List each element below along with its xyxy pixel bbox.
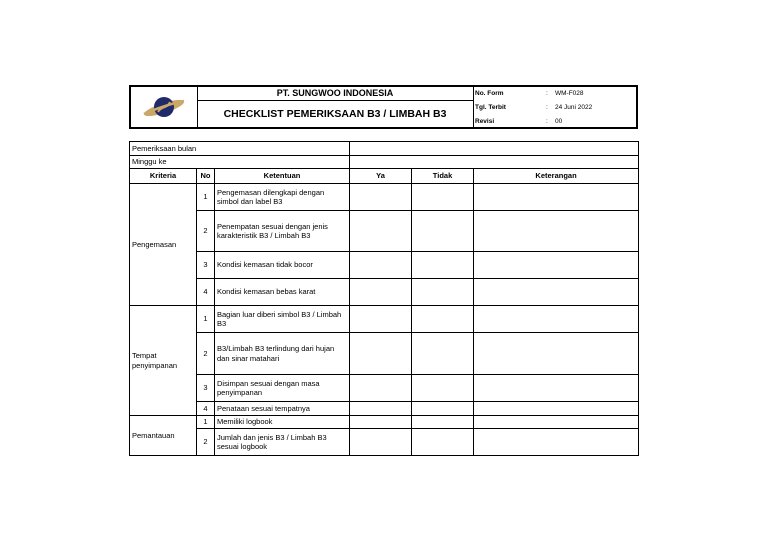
table-row [130,306,639,333]
table-row [130,402,639,416]
kriteria-cell: Pemantauan [130,416,197,456]
ya-cell[interactable] [350,429,412,456]
week-row [130,156,639,169]
item-ketentuan: Kondisi kemasan bebas karat [215,279,350,306]
keterangan-cell[interactable] [474,252,639,279]
item-no: 1 [197,416,215,429]
item-ketentuan: Penempatan sesuai dengan jenis karakteristik B3 / Limbah B3 [215,211,350,252]
document-title: CHECKLIST PEMERIKSAAN B3 / LIMBAH B3 [197,101,474,127]
col-header-kriteria: Kriteria [130,169,197,184]
item-no: 3 [197,252,215,279]
item-ketentuan: Kondisi kemasan tidak bocor [215,252,350,279]
keterangan-cell[interactable] [474,429,639,456]
ya-cell[interactable] [350,375,412,402]
keterangan-cell[interactable] [474,402,639,416]
month-field[interactable] [350,142,639,156]
keterangan-cell[interactable] [474,375,639,402]
tidak-cell[interactable] [412,416,474,429]
item-no: 1 [197,184,215,211]
month-label: Pemeriksaan bulan [130,142,350,156]
tidak-cell[interactable] [412,184,474,211]
month-row [130,142,639,156]
meta-form-number: No. Form : WM-F028 [475,90,584,97]
table-row [130,333,639,375]
tidak-cell[interactable] [412,279,474,306]
ya-cell[interactable] [350,416,412,429]
meta-issue-date: Tgl. Terbit : 24 Juni 2022 [475,104,593,111]
table-row [130,416,639,429]
table-row [130,375,639,402]
tidak-cell[interactable] [412,252,474,279]
table-row [130,429,639,456]
table-row [130,252,639,279]
tidak-cell[interactable] [412,375,474,402]
col-header-ketentuan: Ketentuan [215,169,350,184]
keterangan-cell[interactable] [474,279,639,306]
document-header [129,85,638,129]
item-no: 4 [197,402,215,416]
item-no: 2 [197,333,215,375]
ya-cell[interactable] [350,333,412,375]
keterangan-cell[interactable] [474,333,639,375]
week-field[interactable] [350,156,639,169]
item-no: 1 [197,306,215,333]
item-ketentuan: Bagian luar diberi simbol B3 / Limbah B3 [215,306,350,333]
ya-cell[interactable] [350,184,412,211]
checklist-table [129,141,639,456]
ya-cell[interactable] [350,306,412,333]
item-ketentuan: Penataan sesuai tempatnya [215,402,350,416]
column-header-row [130,169,639,184]
week-label: Minggu ke [130,156,350,169]
tidak-cell[interactable] [412,333,474,375]
item-ketentuan: Pengemasan dilengkapi dengan simbol dan label B3 [215,184,350,211]
keterangan-cell[interactable] [474,306,639,333]
tidak-cell[interactable] [412,306,474,333]
company-name: PT. SUNGWOO INDONESIA [197,87,474,101]
item-no: 4 [197,279,215,306]
company-logo [131,87,198,127]
ya-cell[interactable] [350,402,412,416]
keterangan-cell[interactable] [474,184,639,211]
keterangan-cell[interactable] [474,416,639,429]
keterangan-cell[interactable] [474,211,639,252]
item-no: 2 [197,429,215,456]
item-no: 3 [197,375,215,402]
planet-logo-icon [131,87,197,127]
ya-cell[interactable] [350,252,412,279]
table-row [130,211,639,252]
meta-revision: Revisi : 00 [475,118,563,125]
table-row [130,279,639,306]
form-meta [474,87,636,127]
ya-cell[interactable] [350,211,412,252]
tidak-cell[interactable] [412,429,474,456]
item-ketentuan: B3/Limbah B3 terlindung dari hujan dan sinar matahari [215,333,350,375]
tidak-cell[interactable] [412,211,474,252]
tidak-cell[interactable] [412,402,474,416]
kriteria-cell: Tempat penyimpanan [130,306,197,416]
item-ketentuan: Memiliki logbook [215,416,350,429]
item-ketentuan: Disimpan sesuai dengan masa penyimpanan [215,375,350,402]
col-header-ya: Ya [350,169,412,184]
col-header-no: No [197,169,215,184]
col-header-tidak: Tidak [412,169,474,184]
item-ketentuan: Jumlah dan jenis B3 / Limbah B3 sesuai logbook [215,429,350,456]
item-no: 2 [197,211,215,252]
ya-cell[interactable] [350,279,412,306]
table-row [130,184,639,211]
col-header-keterangan: Keterangan [474,169,639,184]
kriteria-cell: Pengemasan [130,184,197,306]
